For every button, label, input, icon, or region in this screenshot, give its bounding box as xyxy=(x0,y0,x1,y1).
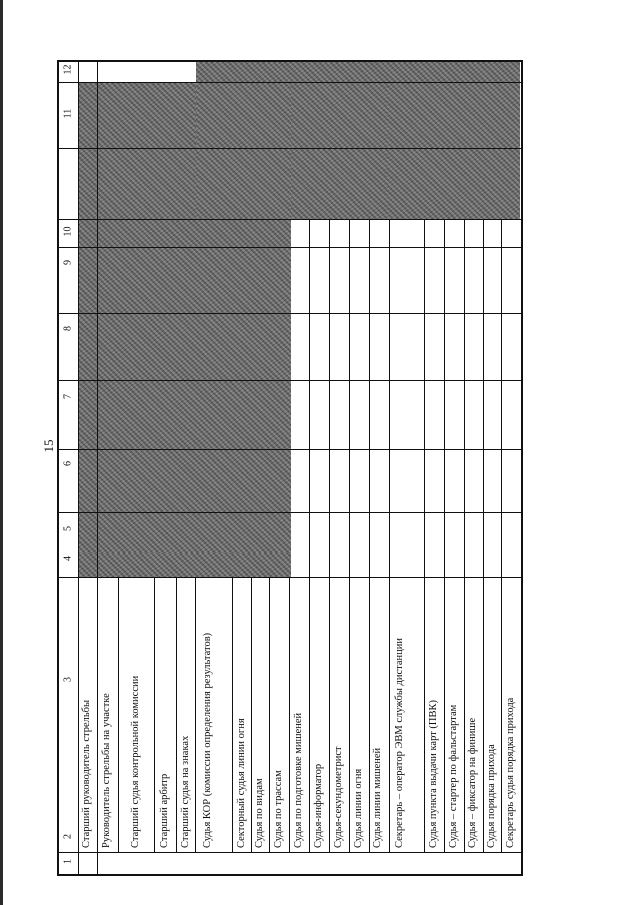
row-label: Судья по видам xyxy=(254,778,265,848)
column-number: 4 xyxy=(62,556,74,561)
page-number: 15 xyxy=(41,439,56,453)
table-rule xyxy=(269,577,270,852)
shaded-cell-block xyxy=(387,149,520,220)
row-label: Судья-секундометрист xyxy=(333,746,344,848)
table-rule xyxy=(369,577,370,852)
row-label: Руководитель стрельбы на участке xyxy=(101,693,112,848)
row-label: Судья пункта выдачи карт (ПВК) xyxy=(428,700,439,848)
shaded-cell-block xyxy=(78,82,196,220)
row-label: Судья по подготовке мишеней xyxy=(293,712,304,848)
row-label: Судья линии мишеней xyxy=(372,747,383,848)
table-rule xyxy=(444,220,445,577)
row-label: Судья КОР (комиссии определения результатов) xyxy=(202,632,213,848)
table-rule xyxy=(57,148,521,149)
table-rule xyxy=(78,60,79,874)
table-rule xyxy=(118,577,119,852)
table-rule xyxy=(369,220,370,577)
table-rule xyxy=(232,577,233,852)
row-label: Старший руководитель стрельбы xyxy=(81,699,92,848)
table-rule xyxy=(289,577,290,852)
column-number: 6 xyxy=(62,461,74,466)
table-rule xyxy=(57,219,521,220)
column-number: 9 xyxy=(62,260,74,265)
row-label: Судья-информатор xyxy=(313,763,324,848)
table-rule xyxy=(57,874,521,876)
shaded-cell-block xyxy=(387,82,520,149)
table-rule xyxy=(464,220,465,577)
table-rule xyxy=(57,852,521,853)
table-rule xyxy=(57,512,521,513)
column-number: 8 xyxy=(62,326,74,331)
table-rule xyxy=(309,577,310,852)
column-number: 10 xyxy=(62,226,74,237)
table-rule xyxy=(483,220,484,577)
shaded-cell-block xyxy=(291,82,387,149)
table-rule xyxy=(329,220,330,577)
table-rule xyxy=(57,380,521,381)
table-rule xyxy=(97,577,98,852)
table-rule xyxy=(501,220,502,577)
table-rule xyxy=(329,577,330,852)
table-rule xyxy=(176,577,177,852)
shaded-cell-block xyxy=(78,553,291,577)
scan-edge xyxy=(0,0,3,905)
table-rule xyxy=(521,60,523,876)
table-rule xyxy=(57,313,521,314)
table-rule xyxy=(349,577,350,852)
table-rule xyxy=(57,82,521,83)
table-rule xyxy=(57,60,59,874)
column-number: 11 xyxy=(62,108,74,119)
table-rule xyxy=(389,577,390,852)
table-rule xyxy=(444,577,445,852)
row-label: Секретарь судья порядка прихода xyxy=(505,697,516,848)
table-rule xyxy=(251,577,252,852)
row-label: Судья – стартер по фальстартам xyxy=(448,704,459,848)
table-rule xyxy=(464,577,465,852)
table-rule xyxy=(57,449,521,450)
table-rule xyxy=(154,577,155,852)
shaded-cell-block xyxy=(291,149,387,220)
column-number: 12 xyxy=(62,64,74,75)
column-number: 2 xyxy=(62,834,74,839)
column-number: 5 xyxy=(62,526,74,531)
row-label: Судья линии огня xyxy=(353,768,364,848)
column-number: 7 xyxy=(62,394,74,399)
row-label: Старший судья на знаках xyxy=(180,735,191,848)
column-number: 1 xyxy=(62,859,74,864)
table-rule xyxy=(501,577,502,852)
table-rule xyxy=(424,220,425,577)
row-label: Судья порядка прихода xyxy=(486,744,497,848)
table-rule xyxy=(309,220,310,577)
table-rule xyxy=(195,577,196,852)
row-label: Судья по трассам xyxy=(273,770,284,848)
row-label: Старший арбитр xyxy=(159,773,170,848)
shaded-cell-block xyxy=(196,149,291,220)
column-number: 3 xyxy=(62,677,74,682)
table-rule xyxy=(424,577,425,852)
row-label: Судья – фиксатор на финише xyxy=(467,717,478,848)
shaded-cell-block xyxy=(196,60,520,82)
table-rule xyxy=(57,247,521,248)
table-rule xyxy=(349,220,350,577)
row-label: Секторный судья линии огня xyxy=(236,718,247,848)
table-rule xyxy=(57,60,521,62)
row-label: Старший судья контрольной комиссии xyxy=(130,675,141,848)
table-rule xyxy=(483,577,484,852)
table-rule xyxy=(389,220,390,577)
shaded-cell-block xyxy=(196,82,291,149)
row-label: Секретарь – оператор ЭВМ службы дистанции xyxy=(394,638,405,848)
shaded-cell-block xyxy=(78,220,291,553)
